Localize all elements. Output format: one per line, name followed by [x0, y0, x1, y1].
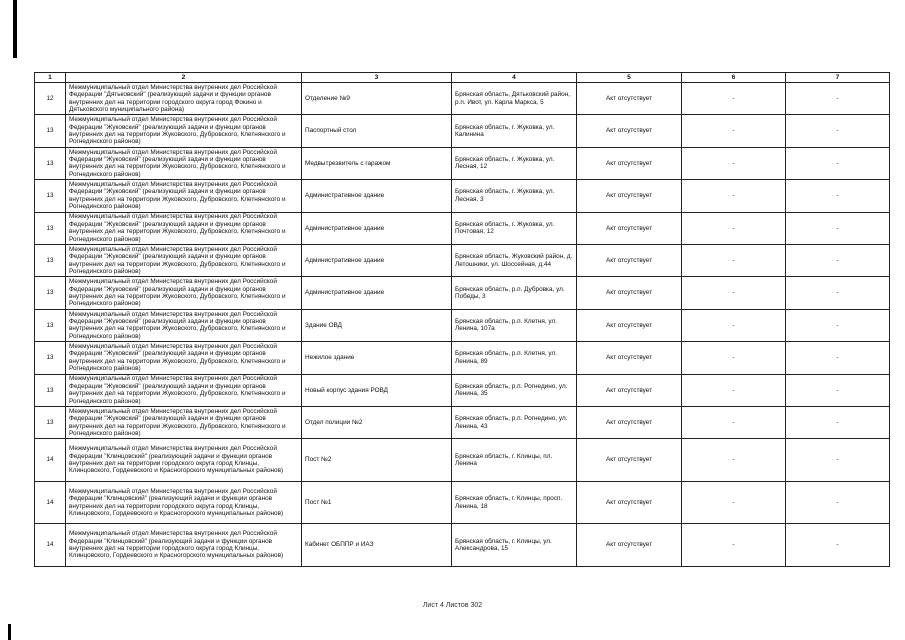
row-number: 13: [35, 115, 66, 147]
act-cell: Акт отсутствует: [577, 83, 682, 115]
object-cell: Здание ОВД: [302, 309, 452, 341]
table-row: [35, 147, 890, 179]
row-number: 13: [35, 212, 66, 244]
column-6-cell: -: [682, 277, 786, 309]
object-cell: Отделение №9: [302, 83, 452, 115]
scan-edge-mark-top: [13, 0, 17, 58]
object-cell: Административное здание: [302, 212, 452, 244]
column-7-cell: -: [786, 309, 890, 341]
organization-cell: Межмуниципальный отдел Министерства внутренних дел Российской Федерации "Жуковский" (реализующий задачи и функции органов внутренних дел на территории Жуковского, Дубровского, Клетнянского и Рогнединского районов): [66, 147, 302, 179]
column-header-5: 5: [577, 73, 682, 83]
object-cell: Пост №2: [302, 439, 452, 482]
address-cell: Брянская область, Жуковский район, д. Летошники, ул. Шоссейная, д.44: [452, 244, 577, 276]
organization-cell: Межмуниципальный отдел Министерства внутренних дел Российской Федерации "Жуковский" (реализующий задачи и функции органов внутренних дел на территории Жуковского, Дубровского, Клетнянского и Рогнединского районов): [66, 374, 302, 406]
organization-cell: Межмуниципальный отдел Министерства внутренних дел Российской Федерации "Жуковский" (реализующий задачи и функции органов внутренних дел на территории Жуковского, Дубровского, Клетнянского и Рогнединского районов): [66, 342, 302, 374]
column-7-cell: -: [786, 244, 890, 276]
table-row: [35, 277, 890, 309]
row-number: 14: [35, 481, 66, 524]
organization-cell: Межмуниципальный отдел Министерства внутренних дел Российской Федерации "Жуковский" (реализующий задачи и функции органов внутренних дел на территории Жуковского, Дубровского, Клетнянского и Рогнединского районов): [66, 244, 302, 276]
column-6-cell: -: [682, 342, 786, 374]
row-number: 13: [35, 406, 66, 438]
column-header-4: 4: [452, 73, 577, 83]
column-6-cell: -: [682, 439, 786, 482]
act-cell: Акт отсутствует: [577, 147, 682, 179]
object-cell: Паспортный стол: [302, 115, 452, 147]
organization-cell: Межмуниципальный отдел Министерства внутренних дел Российской Федерации "Клинцовский" (реализующий задачи и функции органов внутренних дел на территории городского округа город Клинцы, Клинцовского, Гордеевского и Красногорского муниципальных районов): [66, 481, 302, 524]
row-number: 14: [35, 524, 66, 567]
column-6-cell: -: [682, 83, 786, 115]
organization-cell: Межмуниципальный отдел Министерства внутренних дел Российской Федерации "Жуковский" (реализующий задачи и функции органов внутренних дел на территории Жуковского, Дубровского, Клетнянского и Рогнединского районов): [66, 309, 302, 341]
organization-cell: Межмуниципальный отдел Министерства внутренних дел Российской Федерации "Клинцовский" (реализующий задачи и функции органов внутренних дел на территории городского округа город Клинцы, Клинцовского, Гордеевского и Красногорского муниципальных районов): [66, 524, 302, 567]
page-footer: Лист 4 Листов 302: [422, 602, 483, 609]
address-cell: Брянская область, р.п. Рогнедино, ул. Ленина, 35: [452, 374, 577, 406]
table-row: [35, 244, 890, 276]
address-cell: Брянская область, р.п. Клетня, ул. Ленина, 107а: [452, 309, 577, 341]
address-cell: Брянская область, р.п. Клетня, ул. Ленина, 89: [452, 342, 577, 374]
organization-cell: Межмуниципальный отдел Министерства внутренних дел Российской Федерации "Жуковский" (реализующий задачи и функции органов внутренних дел на территории Жуковского, Дубровского, Клетнянского и Рогнединского районов): [66, 277, 302, 309]
address-cell: Брянская область, г. Жуковка, ул. Лесная, 12: [452, 147, 577, 179]
column-6-cell: -: [682, 115, 786, 147]
column-7-cell: -: [786, 524, 890, 567]
organization-cell: Межмуниципальный отдел Министерства внутренних дел Российской Федерации "Жуковский" (реализующий задачи и функции органов внутренних дел на территории Жуковского, Дубровского, Клетнянского и Рогнединского районов): [66, 180, 302, 212]
object-cell: Медвытрезвитель с гаражом: [302, 147, 452, 179]
act-cell: Акт отсутствует: [577, 115, 682, 147]
table-row: [35, 439, 890, 482]
organization-cell: Межмуниципальный отдел Министерства внутренних дел Российской Федерации "Дятьковский" (реализующий задачи и функции органов внутренних дел на территории городского округа город Фокино и Дятьковского муниципального района): [66, 83, 302, 115]
row-number: 13: [35, 180, 66, 212]
column-7-cell: -: [786, 342, 890, 374]
object-cell: Пост №1: [302, 481, 452, 524]
organization-cell: Межмуниципальный отдел Министерства внутренних дел Российской Федерации "Жуковский" (реализующий задачи и функции органов внутренних дел на территории Жуковского, Дубровского, Клетнянского и Рогнединского районов): [66, 115, 302, 147]
act-cell: Акт отсутствует: [577, 212, 682, 244]
column-7-cell: -: [786, 277, 890, 309]
column-header-2: 2: [66, 73, 302, 83]
row-number: 13: [35, 309, 66, 341]
act-cell: Акт отсутствует: [577, 524, 682, 567]
column-header-7: 7: [786, 73, 890, 83]
row-number: 14: [35, 439, 66, 482]
address-cell: Брянская область, г. Клинцы, пл. Ленина: [452, 439, 577, 482]
act-cell: Акт отсутствует: [577, 439, 682, 482]
register-table: [34, 72, 890, 567]
address-cell: Брянская область, г. Жуковка, ул. Почтовая, 12: [452, 212, 577, 244]
column-6-cell: -: [682, 147, 786, 179]
column-7-cell: -: [786, 147, 890, 179]
column-7-cell: -: [786, 180, 890, 212]
column-6-cell: -: [682, 481, 786, 524]
table-row: [35, 481, 890, 524]
organization-cell: Межмуниципальный отдел Министерства внутренних дел Российской Федерации "Жуковский" (реализующий задачи и функции органов внутренних дел на территории Жуковского, Дубровского, Клетнянского и Рогнединского районов): [66, 406, 302, 438]
address-cell: Брянская область, г. Клинцы, просп. Ленина, 18: [452, 481, 577, 524]
table-row: [35, 83, 890, 115]
act-cell: Акт отсутствует: [577, 277, 682, 309]
address-cell: Брянская область, р.п. Рогнедино, ул. Ленина, 43: [452, 406, 577, 438]
column-6-cell: -: [682, 524, 786, 567]
column-7-cell: -: [786, 212, 890, 244]
address-cell: Брянская область, г. Жуковка, ул. Лесная, 3: [452, 180, 577, 212]
column-6-cell: -: [682, 244, 786, 276]
address-cell: Брянская область, г. Жуковка, ул. Калинина: [452, 115, 577, 147]
column-7-cell: -: [786, 83, 890, 115]
object-cell: Административное здание: [302, 244, 452, 276]
object-cell: Административное здание: [302, 180, 452, 212]
act-cell: Акт отсутствует: [577, 309, 682, 341]
address-cell: Брянская область, р.п. Дубровка, ул. Победы, 3: [452, 277, 577, 309]
column-header-3: 3: [302, 73, 452, 83]
object-cell: Административное здание: [302, 277, 452, 309]
object-cell: Отдел полиции №2: [302, 406, 452, 438]
act-cell: Акт отсутствует: [577, 406, 682, 438]
table-row: [35, 374, 890, 406]
act-cell: Акт отсутствует: [577, 342, 682, 374]
address-cell: Брянская область, г. Клинцы, ул. Александрова, 15: [452, 524, 577, 567]
column-6-cell: -: [682, 406, 786, 438]
column-7-cell: -: [786, 481, 890, 524]
column-header-1: 1: [35, 73, 66, 83]
table-row: [35, 212, 890, 244]
row-number: 12: [35, 83, 66, 115]
table-row: [35, 524, 890, 567]
column-6-cell: -: [682, 212, 786, 244]
table-row: [35, 406, 890, 438]
column-6-cell: -: [682, 180, 786, 212]
object-cell: Нежилое здание: [302, 342, 452, 374]
column-6-cell: -: [682, 374, 786, 406]
act-cell: Акт отсутствует: [577, 180, 682, 212]
column-6-cell: -: [682, 309, 786, 341]
table-row: [35, 309, 890, 341]
column-7-cell: -: [786, 439, 890, 482]
object-cell: Кабинет ОБППР и ИАЗ: [302, 524, 452, 567]
address-cell: Брянская область, Дятьковский район, р.п. Ивот, ул. Карла Маркса, 5: [452, 83, 577, 115]
column-7-cell: -: [786, 406, 890, 438]
object-cell: Новый корпус здания РОВД: [302, 374, 452, 406]
organization-cell: Межмуниципальный отдел Министерства внутренних дел Российской Федерации "Клинцовский" (реализующий задачи и функции органов внутренних дел на территории городского округа город Клинцы, Клинцовского, Гордеевского и Красногорского муниципальных районов): [66, 439, 302, 482]
row-number: 13: [35, 244, 66, 276]
row-number: 13: [35, 374, 66, 406]
header-row: [35, 73, 890, 83]
row-number: 13: [35, 342, 66, 374]
column-7-cell: -: [786, 115, 890, 147]
table-row: [35, 180, 890, 212]
row-number: 13: [35, 147, 66, 179]
scan-edge-mark-bottom: [8, 624, 11, 640]
organization-cell: Межмуниципальный отдел Министерства внутренних дел Российской Федерации "Жуковский" (реализующий задачи и функции органов внутренних дел на территории Жуковского, Дубровского, Клетнянского и Рогнединского районов): [66, 212, 302, 244]
table-row: [35, 342, 890, 374]
column-header-6: 6: [682, 73, 786, 83]
act-cell: Акт отсутствует: [577, 481, 682, 524]
column-7-cell: -: [786, 374, 890, 406]
table-row: [35, 115, 890, 147]
act-cell: Акт отсутствует: [577, 374, 682, 406]
act-cell: Акт отсутствует: [577, 244, 682, 276]
row-number: 13: [35, 277, 66, 309]
